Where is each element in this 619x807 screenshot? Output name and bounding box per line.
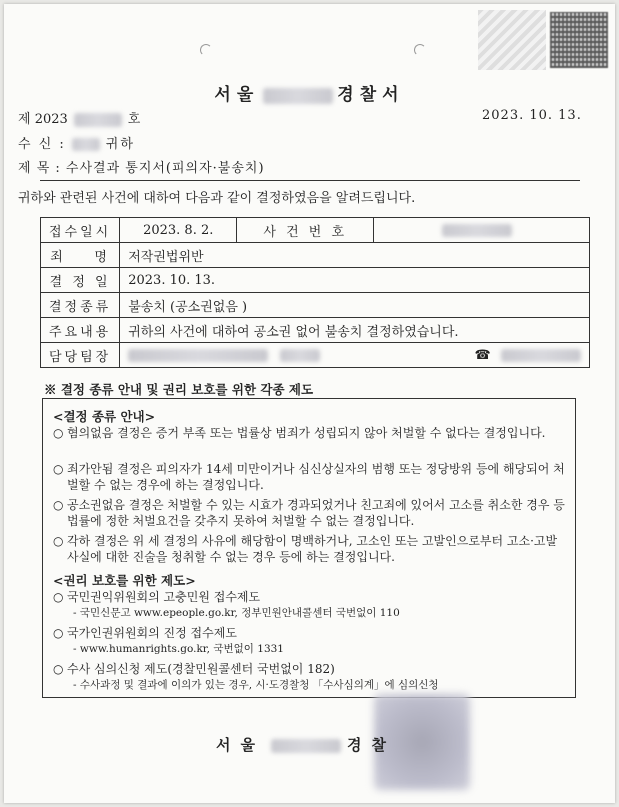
case-no-label: 사 건 번 호 bbox=[237, 218, 374, 243]
officer-label: 담당팀장 bbox=[41, 343, 120, 368]
table-row bbox=[41, 218, 590, 243]
decision-date-value: 2023. 10. 13. bbox=[120, 268, 590, 293]
decision-type-value: 불송치 (공소권없음 ) bbox=[120, 293, 590, 318]
redacted-title bbox=[263, 88, 333, 104]
document-number: 제 2023 호 bbox=[18, 112, 141, 127]
document-date: 2023. 10. 13. bbox=[482, 108, 582, 123]
security-watermark bbox=[478, 10, 612, 70]
title-right: 경찰서 bbox=[337, 85, 405, 105]
redacted-team bbox=[280, 349, 320, 362]
table-row bbox=[41, 318, 590, 343]
subject-line: 제 목 : 수사결과 통지서(피의자·불송치) bbox=[18, 161, 265, 176]
case-info-table bbox=[40, 217, 590, 368]
table-row bbox=[41, 268, 590, 293]
redacted-case-no bbox=[442, 224, 512, 237]
notice-heading: ※ 결정 종류 안내 및 권리 보호를 위한 각종 제도 bbox=[44, 382, 314, 397]
document-page bbox=[4, 4, 615, 803]
title-left: 서울 bbox=[214, 85, 260, 105]
watermark-ribbon bbox=[478, 10, 546, 70]
list-item: ○ 국민권익위원회의 고충민원 접수제도 - 국민신문고 www.epeople.go.kr, 정부민원안내콜센터 국번없이 110 bbox=[53, 590, 400, 619]
notice-box bbox=[42, 398, 576, 698]
punch-hole-left bbox=[200, 44, 212, 56]
decision-type-label: 결정종류 bbox=[41, 293, 120, 318]
issuer-signature: 서울 경찰 bbox=[216, 736, 396, 754]
redacted-number bbox=[74, 113, 122, 127]
list-item: ○ 수사 심의신청 제도(경찰민원콜센터 국번없이 182) - 수사과정 및 결과에 이의가 있는 경우, 시·도경찰청 「수사심의계」에 심의신청 bbox=[53, 662, 439, 691]
rights-title: <권리 보호를 위한 제도> bbox=[53, 573, 196, 588]
list-item: ○ 각하 결정은 위 세 결정의 사유에 해당함이 명백하거나, 고소인 또는 고발인으로부터 고소·고발 사실에 대한 진술을 청취할 수 없는 경우 등에 하는 결정입니다. bbox=[53, 534, 558, 564]
intro-text: 귀하와 관련된 사건에 대하여 다음과 같이 결정하였음을 알려드립니다. bbox=[18, 191, 416, 206]
case-no-value bbox=[374, 218, 590, 243]
decision-guide-title: <결정 종류 안내> bbox=[53, 409, 156, 424]
decision-date-label: 결 정 일 bbox=[41, 268, 120, 293]
receipt-date: 2023. 8. 2. bbox=[120, 218, 237, 243]
summary-label: 주요내용 bbox=[41, 318, 120, 343]
redacted-officer bbox=[128, 349, 268, 362]
list-item: ○ 국가인권위원회의 진정 접수제도 - www.humanrights.go.kr, 국번없이 1331 bbox=[53, 626, 284, 655]
table-row bbox=[41, 243, 590, 268]
redacted-issuer bbox=[271, 739, 341, 753]
qr-code bbox=[550, 12, 608, 68]
charge-value: 저작권법위반 bbox=[120, 243, 590, 268]
table-row bbox=[41, 343, 590, 368]
list-item: ○ 공소권없음 결정은 처벌할 수 있는 시효가 경과되었거나 친고죄에 있어서 고소를 취소한 경우 등 법률에 정한 처벌요건을 갖추지 못하여 처벌할 수 없는 결정입니다. bbox=[53, 498, 565, 528]
divider bbox=[40, 180, 580, 181]
charge-label: 죄 명 bbox=[41, 243, 120, 268]
punch-hole-right bbox=[414, 44, 426, 56]
table-row bbox=[41, 293, 590, 318]
summary-value: 귀하의 사건에 대하여 공소권 없어 불송치 결정하였습니다. bbox=[120, 318, 590, 343]
receipt-label: 접수일시 bbox=[41, 218, 120, 243]
recipient: 수 신 : 귀하 bbox=[18, 137, 135, 152]
officer-value bbox=[120, 343, 590, 368]
redacted-recipient bbox=[72, 138, 100, 151]
redacted-phone bbox=[501, 349, 581, 362]
list-item: ○ 죄가안됨 결정은 피의자가 14세 미만이거나 심신상실자의 범행 또는 정당방위 등에 해당되어 처벌할 수 없는 경우에 하는 결정입니다. bbox=[53, 462, 565, 492]
document-title bbox=[4, 80, 615, 105]
list-item: ○ 혐의없음 결정은 증거 부족 또는 법률상 범죄가 성립되지 않아 처벌할 수 없다는 결정입니다. bbox=[53, 426, 546, 440]
phone-icon: ☎ bbox=[474, 347, 491, 363]
